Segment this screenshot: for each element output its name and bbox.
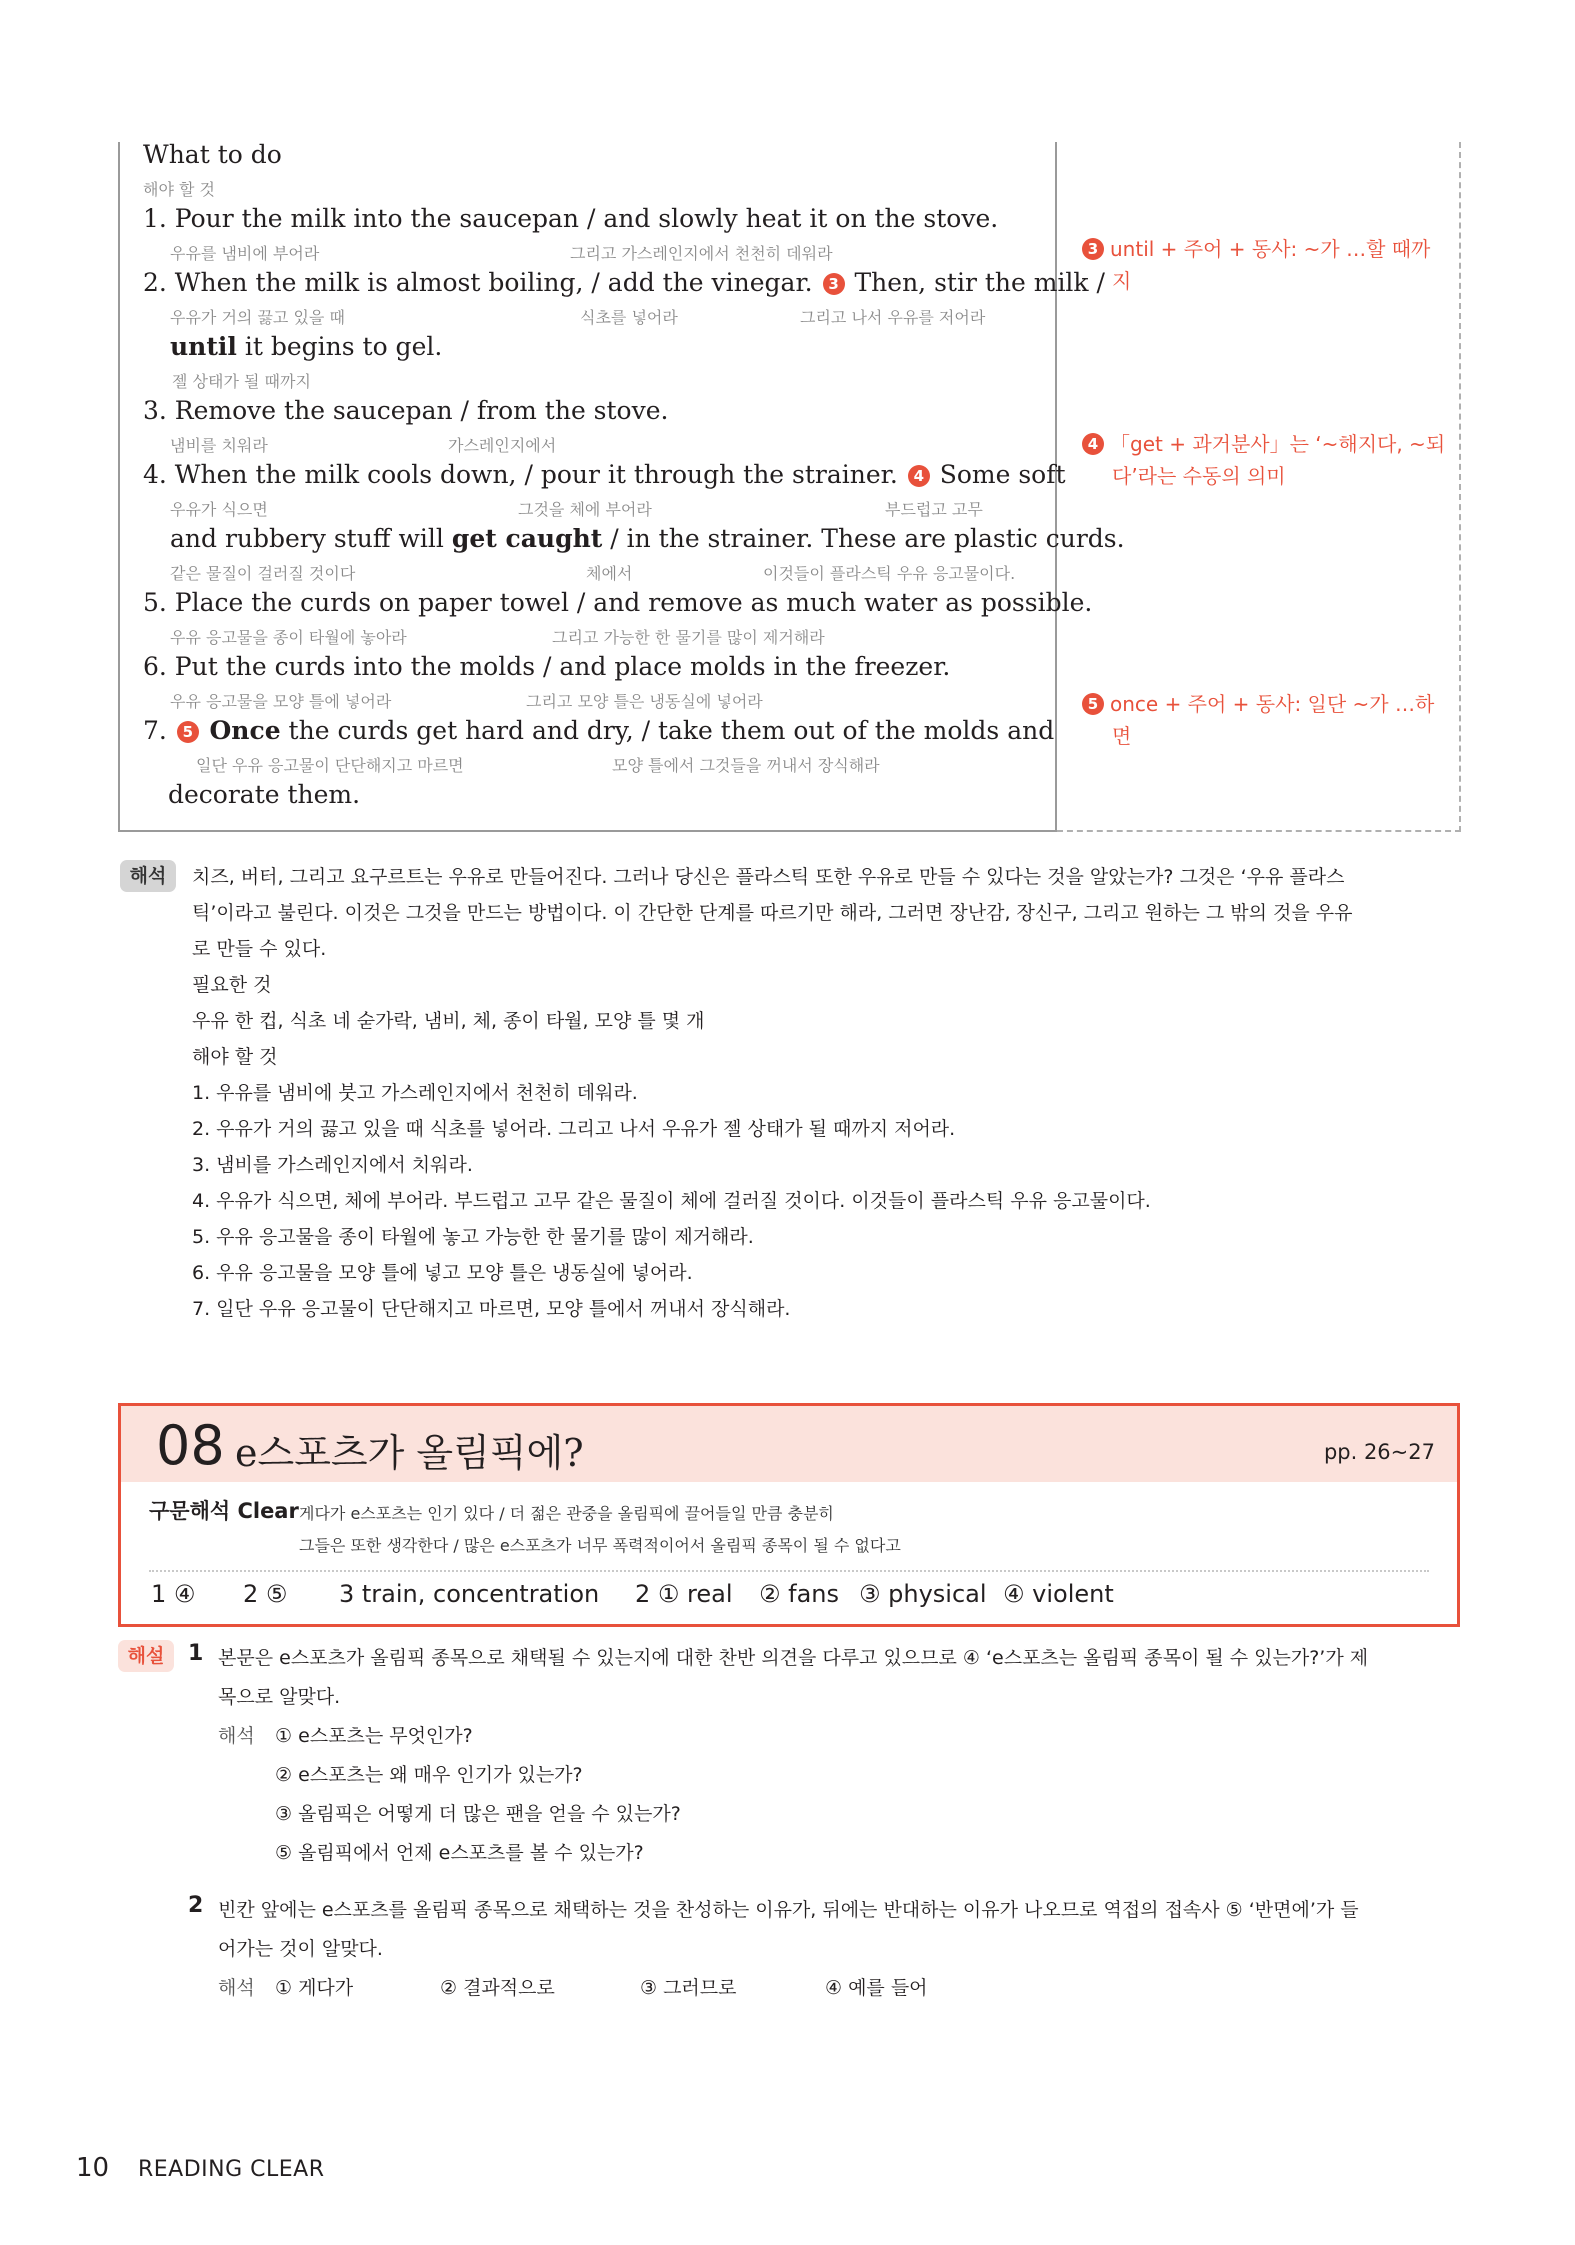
explanation-line: 본문은 e스포츠가 올림픽 종목으로 채택될 수 있는지에 대한 찬반 의견을 다루고 있으므로 ④ ‘e스포츠는 올림픽 종목이 될 수 있는가?’가 제: [218, 1647, 1369, 1669]
explanation-line: 빈칸 앞에는 e스포츠를 올림픽 종목으로 채택하는 것을 찬성하는 이유가, 뒤에는 반대하는 이유가 나오므로 역접의 접속사 ⑤ ‘반면에’가 들: [218, 1899, 1359, 1921]
translation-label: 해석: [218, 1725, 255, 1747]
translation-line: 7. 일단 우유 응고물이 단단해지고 마르면, 모양 틀에서 꺼내서 장식해라.: [192, 1298, 791, 1320]
grammar-note: 3 until + 주어 + 동사: ~가 …할 때까 지: [1080, 233, 1450, 297]
translation-line: 2. 우유가 거의 끓고 있을 때 식초를 넣어라. 그리고 나서 우유가 젤 상태가 될 때까지 저어라.: [192, 1118, 956, 1140]
answer-item: 2 ① real: [635, 1580, 733, 1608]
clear-label: 구문해석 Clear: [149, 1499, 299, 1523]
question-number: 2: [188, 1893, 204, 1918]
option-translation: ① e스포츠는 무엇인가?: [275, 1725, 473, 1747]
gloss: 그것을 체에 부어라: [518, 500, 652, 519]
gloss: 그리고 가능한 한 물기를 많이 제거해라: [552, 628, 825, 647]
gloss: 같은 물질이 걸러질 것이다: [170, 564, 356, 583]
translation-tag: 해석: [120, 860, 176, 892]
gloss: 체에서: [586, 564, 633, 583]
gloss: 우유가 거의 끓고 있을 때: [170, 308, 345, 327]
option-translation: ④ 예를 들어: [825, 1977, 928, 1999]
gloss: 그리고 가스레인지에서 천천히 데워라: [570, 244, 833, 263]
translation-line: 4. 우유가 식으면, 체에 부어라. 부드럽고 고무 같은 물질이 체에 걸러질 것이다. 이것들이 플라스틱 우유 응고물이다.: [192, 1190, 1151, 1212]
passage-line: 4. When the milk cools down, / pour it through the strainer. 4 Some soft: [143, 460, 1066, 489]
section-heading-kr: 해야 할 것: [143, 180, 215, 199]
passage-line: 3. Remove the saucepan / from the stove.: [143, 396, 669, 425]
translation-line: 5. 우유 응고물을 종이 타월에 놓고 가능한 한 물기를 많이 제거해라.: [192, 1226, 754, 1248]
gloss: 우유가 식으면: [170, 500, 268, 519]
marker-3-icon: 3: [823, 273, 845, 295]
gloss: 우유 응고물을 모양 틀에 넣어라: [170, 692, 392, 711]
question-number: 1: [188, 1641, 204, 1666]
gloss: 젤 상태가 될 때까지: [172, 372, 311, 391]
gloss: 우유 응고물을 종이 타월에 놓아라: [170, 628, 407, 647]
explanation-tag: 해설: [118, 1640, 174, 1672]
option-translation: ② e스포츠는 왜 매우 인기가 있는가?: [275, 1764, 583, 1786]
divider: [149, 1570, 1429, 1572]
marker-5-icon: 5: [1082, 693, 1104, 715]
passage-line: 2. When the milk is almost boiling, / add the vinegar. 3 Then, stir the milk /: [143, 268, 1105, 297]
answer-item: 2 ⑤: [243, 1580, 288, 1608]
marker-3-icon: 3: [1082, 238, 1104, 260]
marker-4-icon: 4: [1082, 433, 1104, 455]
translation-label: 해석: [218, 1977, 255, 1999]
unit-box: [118, 1403, 1460, 1627]
explanation-line: 목으로 알맞다.: [218, 1686, 341, 1708]
answer-item: ④ violent: [1003, 1580, 1114, 1608]
section-heading: What to do: [143, 140, 282, 169]
passage-line: 5. Place the curds on paper towel / and remove as much water as possible.: [143, 588, 1093, 617]
answer-key: [151, 1580, 1114, 1608]
gloss: 우유를 냄비에 부어라: [170, 244, 320, 263]
passage-line: 6. Put the curds into the molds / and place molds in the freezer.: [143, 652, 951, 681]
page-number: 10: [76, 2153, 110, 2183]
translation-line: 6. 우유 응고물을 모양 틀에 넣고 모양 틀은 냉동실에 넣어라.: [192, 1262, 693, 1284]
clear-line: 게다가 e스포츠는 인기 있다 / 더 젊은 관중을 올림픽에 끌어들일 만큼 충분히: [299, 1504, 834, 1523]
answer-item: 3 train, concentration: [339, 1580, 600, 1608]
gloss: 이것들이 플라스틱 우유 응고물이다.: [763, 564, 1016, 583]
gloss: 모양 틀에서 그것들을 꺼내서 장식해라: [612, 756, 880, 775]
option-translation: ② 결과적으로: [440, 1977, 555, 1999]
gloss: 가스레인지에서: [448, 436, 557, 455]
grammar-note: 4 「get + 과거분사」는 ‘~해지다, ~되 다’라는 수동의 의미: [1080, 428, 1450, 492]
marker-4-icon: 4: [908, 465, 930, 487]
translation-line: 1. 우유를 냄비에 붓고 가스레인지에서 천천히 데워라.: [192, 1082, 638, 1104]
passage-line: 7. 5 Once the curds get hard and dry, / take them out of the molds and: [143, 716, 1055, 745]
passage-line: 1. Pour the milk into the saucepan / and slowly heat it on the stove.: [143, 204, 999, 233]
translation-line: 로 만들 수 있다.: [192, 938, 327, 960]
unit-pages: pp. 26~27: [1323, 1440, 1435, 1464]
clear-line: 그들은 또한 생각한다 / 많은 e스포츠가 너무 폭력적이어서 올림픽 종목이 될 수 없다고: [299, 1536, 901, 1555]
answer-item: ③ physical: [859, 1580, 987, 1608]
option-translation: ① 게다가: [275, 1977, 354, 1999]
option-translation: ③ 그러므로: [640, 1977, 737, 1999]
unit-number: 08: [156, 1414, 225, 1477]
passage-line: until it begins to gel.: [170, 332, 443, 361]
passage-line: decorate them.: [168, 780, 361, 809]
unit-title: e스포츠가 올림픽에?: [235, 1431, 584, 1475]
gloss: 그리고 모양 틀은 냉동실에 넣어라: [526, 692, 763, 711]
gloss: 부드럽고 고무: [885, 500, 983, 519]
gloss: 그리고 나서 우유를 저어라: [800, 308, 986, 327]
gloss: 일단 우유 응고물이 단단해지고 마르면: [196, 756, 464, 775]
gloss: 식초를 넣어라: [580, 308, 678, 327]
unit-header: [121, 1406, 1457, 1482]
explanation-line: 어가는 것이 알맞다.: [218, 1938, 383, 1960]
option-translation: ⑤ 올림픽에서 언제 e스포츠를 볼 수 있는가?: [275, 1842, 644, 1864]
marker-5-icon: 5: [177, 721, 199, 743]
answer-item: ② fans: [759, 1580, 840, 1608]
option-translation: ③ 올림픽은 어떻게 더 많은 팬을 얻을 수 있는가?: [275, 1803, 681, 1825]
passage-line: and rubbery stuff will get caught / in the strainer. These are plastic curds.: [170, 524, 1125, 553]
translation-line: 해야 할 것: [192, 1046, 278, 1068]
translation-line: 필요한 것: [192, 974, 272, 996]
grammar-note: 5 once + 주어 + 동사: 일단 ~가 …하 면: [1080, 688, 1450, 752]
translation-line: 틱’이라고 불린다. 이것은 그것을 만드는 방법이다. 이 간단한 단계를 따르기만 해라, 그러면 장난감, 장신구, 그리고 원하는 그 밖의 것을 우유: [192, 902, 1353, 924]
answer-item: 1 ④: [151, 1580, 196, 1608]
book-title: READING CLEAR: [138, 2157, 325, 2182]
gloss: 냄비를 치워라: [170, 436, 268, 455]
translation-line: 치즈, 버터, 그리고 요구르트는 우유로 만들어진다. 그러나 당신은 플라스틱 또한 우유로 만들 수 있다는 것을 알았는가? 그것은 ‘우유 플라스: [192, 866, 1345, 888]
translation-line: 3. 냄비를 가스레인지에서 치워라.: [192, 1154, 473, 1176]
translation-line: 우유 한 컵, 식초 네 숟가락, 냄비, 체, 종이 타월, 모양 틀 몇 개: [192, 1010, 705, 1032]
